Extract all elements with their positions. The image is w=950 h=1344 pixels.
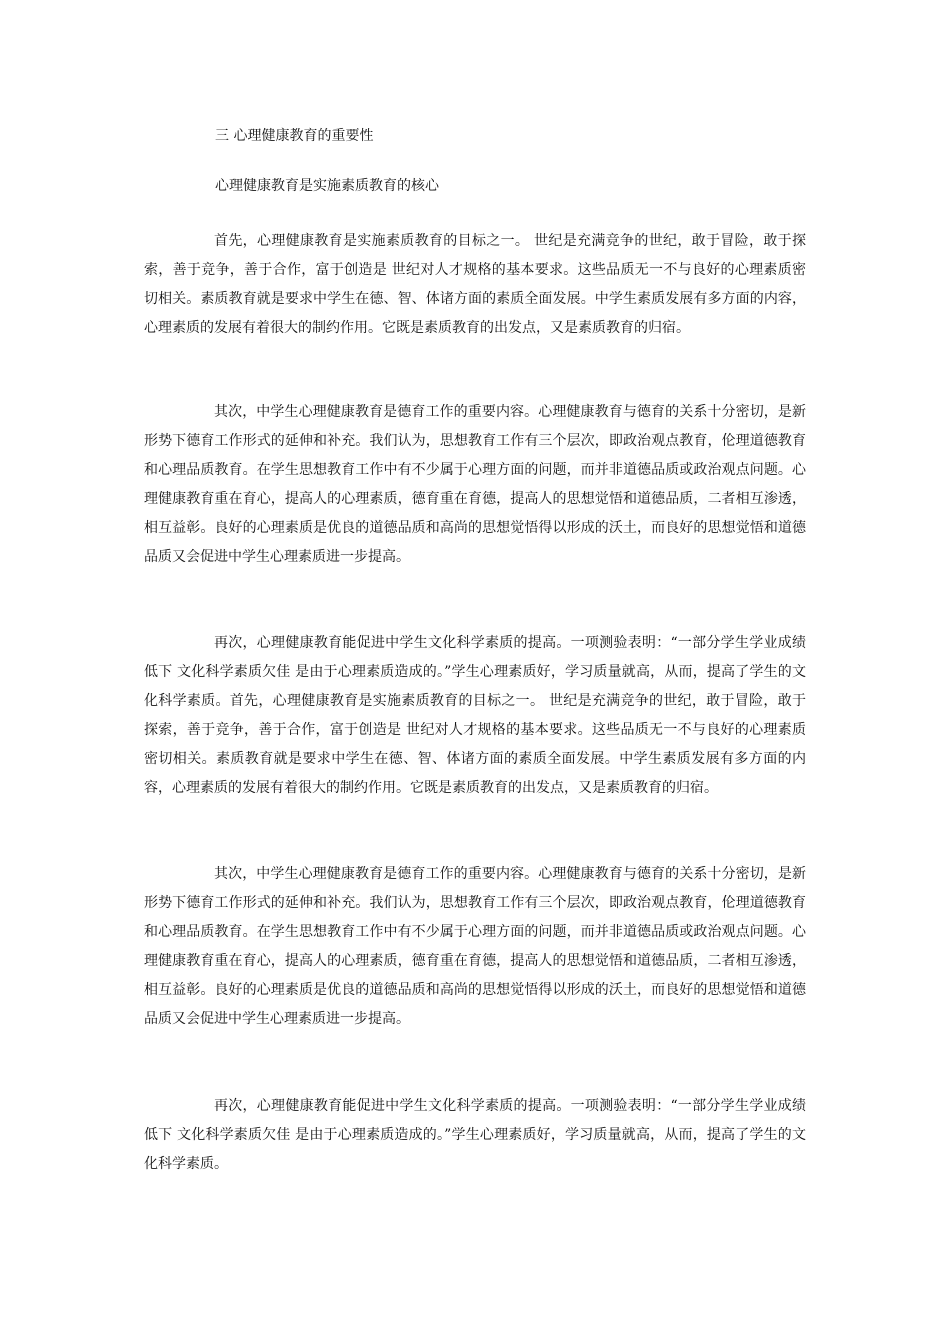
paragraph-3: 再次，心理健康教育能促进中学生文化科学素质的提高。一项测验表明：“一部分学生学业成绩低下 文化科学素质欠佳 是由于心理素质造成的。”学生心理素质好，学习质量就高，从而，提高了学生的文化科学素质。首先，心理健康教育是实施素质教育的目标之一。 世纪是充满竞争的世纪，敢于冒险，敢于探索，善于竞争，善于合作，富于创造是 世纪对人才规格的基本要求。这些品质无一不与良好的心理素质密切相关。素质教育就是要求中学生在德、智、体诸方面的素质全面发展。中学生素质发展有多方面的内容，心理素质的发展有着很大的制约作用。它既是素质教育的出发点，又是素质教育的归宿。 xyxy=(144,635,806,796)
paragraph-1: 首先，心理健康教育是实施素质教育的目标之一。 世纪是充满竞争的世纪，敢于冒险，敢于探索，善于竞争，善于合作，富于创造是 世纪对人才规格的基本要求。这些品质无一不与良好的心理素质密切相关。素质教育就是要求中学生在德、智、体诸方面的素质全面发展。中学生素质发展有多方面的内容，心理素质的发展有着很大的制约作用。它既是素质教育的出发点，又是素质教育的归宿。 xyxy=(144,233,806,336)
section-title: 三 心理健康教育的重要性 xyxy=(215,128,374,144)
paragraph-5: 再次，心理健康教育能促进中学生文化科学素质的提高。一项测验表明：“一部分学生学业成绩低下 文化科学素质欠佳 是由于心理素质造成的。”学生心理素质好，学习质量就高，从而，提高了学生的文化科学素质。 xyxy=(144,1098,806,1172)
paragraph-2: 其次，中学生心理健康教育是德育工作的重要内容。心理健康教育与德育的关系十分密切，是新形势下德育工作形式的延伸和补充。我们认为，思想教育工作有三个层次，即政治观点教育，伦理道德教育和心理品质教育。在学生思想教育工作中有不少属于心理方面的问题，而并非道德品质或政治观点问题。心理健康教育重在育心，提高人的心理素质，德育重在育德，提高人的思想觉悟和道德品质，二者相互渗透，相互益彰。良好的心理素质是优良的道德品质和高尚的思想觉悟得以形成的沃土，而良好的思想觉悟和道德品质又会促进中学生心理素质进一步提高。 xyxy=(144,404,806,565)
subsection-title: 心理健康教育是实施素质教育的核心 xyxy=(215,178,439,194)
paragraph-4: 其次，中学生心理健康教育是德育工作的重要内容。心理健康教育与德育的关系十分密切，是新形势下德育工作形式的延伸和补充。我们认为，思想教育工作有三个层次，即政治观点教育，伦理道德教育和心理品质教育。在学生思想教育工作中有不少属于心理方面的问题，而并非道德品质或政治观点问题。心理健康教育重在育心，提高人的心理素质，德育重在育德，提高人的思想觉悟和道德品质，二者相互渗透，相互益彰。良好的心理素质是优良的道德品质和高尚的思想觉悟得以形成的沃土，而良好的思想觉悟和道德品质又会促进中学生心理素质进一步提高。 xyxy=(144,866,806,1027)
